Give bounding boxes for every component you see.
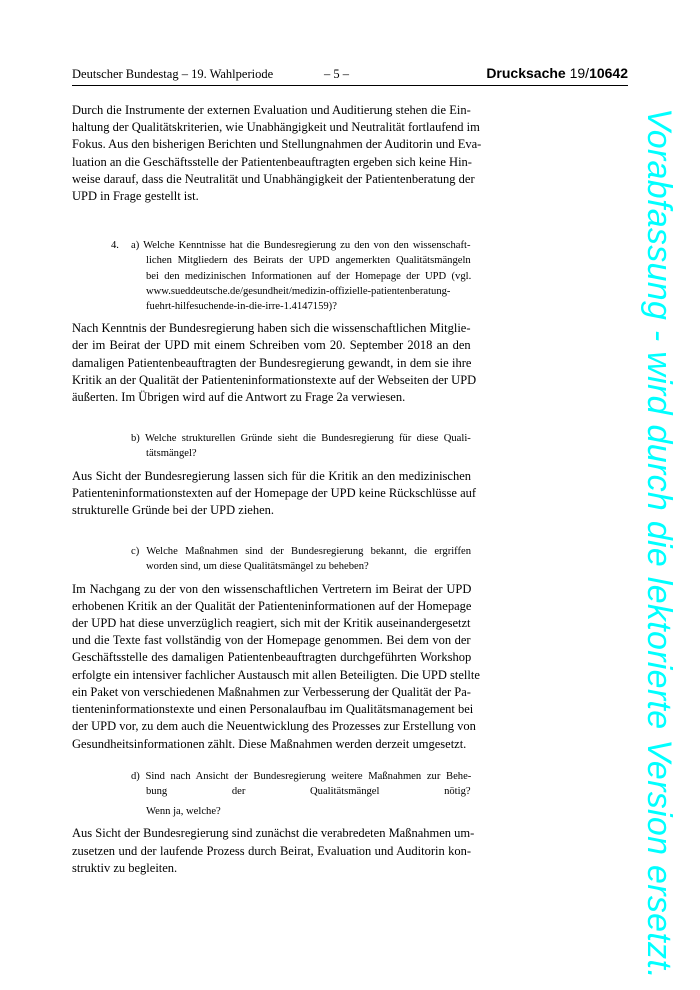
text-line: b) Welche strukturellen Gründe sieht die Bundesregierung für diese Quali- — [131, 433, 471, 445]
text-line: ein Paket von verschiedenen Maßnahmen zur Verbesserung der Qualität der Pa- — [72, 684, 471, 699]
text-line: Im Nachgang zu der von den wissenschaftlichen Vertretern im Beirat der UPD — [72, 581, 472, 596]
watermark-text: Vorabfassung - wird durch die lektorierte Version ersetzt. — [640, 108, 678, 979]
text-line: Patienteninformationstexten auf der Homepage der UPD keine Rückschlüsse auf — [72, 485, 477, 500]
text-line: worden sind, um diese Qualitätsmängel zu beheben? — [146, 561, 369, 573]
answer-4b — [72, 468, 477, 520]
text-line: der UPD hat diese unverzüglich reagiert, sich mit der Kritik auseinandergesetzt — [72, 616, 471, 631]
paragraph-intro — [72, 102, 482, 205]
question-4a — [72, 238, 471, 314]
text-line: lichen Mitgliedern des Beirats der UPD angemerkten Qualitätsmängeln — [146, 255, 471, 267]
text-line: Durch die Instrumente der externen Evaluation und Auditierung stehen die Ein- — [72, 103, 471, 117]
header-document-number — [486, 65, 628, 83]
text-line: weise darauf, dass die Neutralität und Unabhängigkeit der Patientenberatung der — [72, 171, 475, 186]
text-line: der UPD vor, zu dem auch die Neuentwicklung des Prozesses zur Erstellung von — [72, 719, 476, 734]
text-line: tienteninformationstexte und einen Personalaufbau im Qualitätsmanagement bei — [72, 702, 474, 717]
header-page-number: – 5 – — [324, 67, 349, 81]
question-4b — [131, 431, 471, 461]
answer-4a — [72, 320, 477, 406]
text-line: Aus Sicht der Bundesregierung lassen sich für die Kritik an den medizinischen — [72, 468, 472, 483]
question-4d-followup: Wenn ja, welche? — [146, 806, 221, 818]
header-publication: Deutscher Bundestag – 19. Wahlperiode — [72, 67, 274, 81]
text-line: tätsmängel? — [146, 448, 197, 460]
text-line: UPD in Frage gestellt ist. — [72, 189, 199, 204]
text-line: haltung der Qualitätskriterien, wie Unabhängigkeit und Neutralität fortlaufend im — [72, 120, 480, 135]
text-line: Gesundheitsinformationen zählt. Diese Maßnahmen werden derzeit umgesetzt. — [72, 736, 467, 751]
text-line: äußerten. Im Übrigen wird auf die Antwort zu Frage 2a verwiesen. — [72, 390, 406, 405]
text-line: zusetzen und der laufende Prozess durch Beirat, Evaluation und Auditorin kon- — [72, 843, 472, 858]
header-number: 10642 — [589, 65, 628, 81]
text-line: erfolgte ein intensiver fachlicher Austausch mit allen Beteiligten. Die UPD stellte — [72, 667, 480, 682]
text-line: www.sueddeutsche.de/gesundheit/medizin-offizielle-patientenberatung- — [146, 285, 451, 297]
header-volume: 19/ — [569, 65, 590, 81]
header-drucksache-label: Drucksache — [486, 65, 570, 81]
text-line: c) Welche Maßnahmen sind der Bundesregierung bekannt, die ergriffen — [131, 546, 472, 558]
text-line: erhobenen Kritik an der Qualität der Patienteninformationen auf der Homepage — [72, 598, 472, 613]
question-4c — [131, 544, 471, 574]
text-line: bei den medizinischen Informationen auf der Homepage der UPD (vgl. — [146, 270, 472, 282]
text-line: struktiv zu begleiten. — [72, 860, 178, 875]
answer-4d — [72, 825, 475, 877]
text-line: der im Beirat der UPD mit einem Schreiben vom 20. September 2018 an den — [72, 338, 471, 353]
text-line: Kritik an der Qualität der Patienteninformationstexte auf der Webseiten der UPD — [72, 372, 477, 387]
document-body — [72, 102, 482, 877]
text-line: fuehrt-hilfesuchende-in-die-irre-1.4147159)? — [146, 301, 337, 313]
answer-4c — [72, 581, 480, 753]
question-number: 4. — [111, 240, 119, 252]
text-line: Fokus. Aus den bisherigen Berichten und Stellungnahmen der Auditorin und Eva- — [72, 137, 482, 152]
text-line: luation an die Geschäftsstelle der Patientenbeauftragten ergeben sich keine Hin- — [72, 154, 472, 169]
draft-watermark — [634, 108, 682, 979]
text-line: Nach Kenntnis der Bundesregierung haben sich die wissenschaftlichen Mitglie- — [72, 321, 471, 336]
text-line: a) Welche Kenntnisse hat die Bundesregierung zu den von den wissenschaft- — [131, 240, 471, 252]
question-4d — [131, 769, 471, 820]
text-line: damaligen Patientenbeauftragten der Bundesregierung gewandt, in dem sie ihre — [72, 355, 472, 370]
text-line: Geschäftsstelle des damaligen Patientenbeauftragten durchgeführten Workshop — [72, 650, 472, 665]
text-line: d) Sind nach Ansicht der Bundesregierung weitere Maßnahmen zur Behe- — [131, 770, 472, 782]
text-line: strukturelle Gründe bei der UPD ziehen. — [72, 503, 275, 518]
text-line: Aus Sicht der Bundesregierung sind zunächst die verabredeten Maßnahmen um- — [72, 826, 475, 841]
text-line: und die Texte fast vollständig von der Homepage genommen. Bei dem von der — [72, 633, 471, 648]
header-rule — [72, 85, 628, 86]
text-line: bung der Qualitätsmängel nötig? — [146, 785, 471, 797]
